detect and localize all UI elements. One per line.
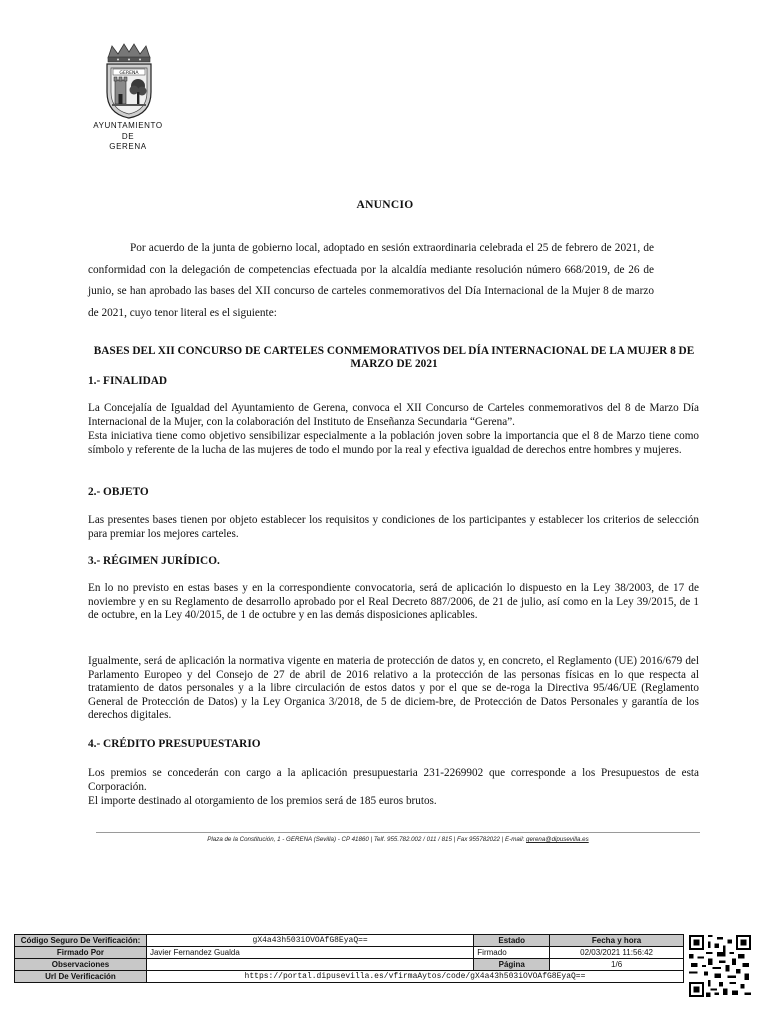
codigo-value: gX4a43h503iOVOAfG8EyaQ== bbox=[146, 935, 473, 947]
table-row bbox=[15, 959, 684, 971]
footer-address bbox=[96, 836, 700, 843]
org-name-line-2: DE bbox=[121, 131, 135, 141]
footer-email-link[interactable]: gerena@dipusevilla.es bbox=[526, 836, 589, 843]
bases-title: BASES DEL XII CONCURSO DE CARTELES CONMEMORATIVOS DEL DÍA INTERNACIONAL DE LA MUJER 8 DE MARZO DE 2021 bbox=[93, 345, 695, 370]
qr-code-icon bbox=[689, 935, 751, 997]
org-name-line-3: GERENA bbox=[109, 142, 147, 151]
finalidad-paragraph-2: Esta iniciativa tiene como objetivo sensibilizar especialmente a la población joven sobre la importancia que el 8 de Marzo tiene como símbolo y referente de la lucha de las mujeres de todo el mundo por la real y efectiva igualdad de derechos entre hombres y mujeres. bbox=[88, 430, 699, 456]
table-row bbox=[15, 947, 684, 959]
intro-text: Por acuerdo de la junta de gobierno local, adoptado en sesión extraordinaria celebrada el 25 de febrero de 2021, de conformidad con la delegación de competencias efectuada por la alcaldía mediante resolución número 668/2019, de 26 de junio, se han aprobado las bases del XII concurso de carteles conmemorativos del Día Internacional de la Mujer 8 de marzo de 2021, cuyo tenor literal es el siguiente: bbox=[88, 242, 654, 319]
observaciones-value bbox=[146, 959, 473, 971]
firmante-value: Javier Fernandez Gualda bbox=[146, 947, 473, 959]
footer-address-text: Plaza de la Constitución, 1 - GERENA (Sevilla) - CP 41860 | Telf. 955.782.002 / 011 / 815 | Fax 955782022 | E-mail: bbox=[207, 836, 527, 843]
objeto-paragraph-1: Las presentes bases tienen por objeto establecer los requisitos y condiciones de los participantes y establecer los criterios de selección para premiar los mejores carteles. bbox=[88, 514, 699, 540]
observaciones-label: Observaciones bbox=[15, 959, 147, 971]
footer-divider bbox=[96, 832, 700, 833]
url-value-link[interactable]: https://portal.dipusevilla.es/vfirmaAytos/code/gX4a43h503iOVOAfG8EyaQ== bbox=[146, 971, 683, 983]
intro-paragraph bbox=[88, 238, 654, 324]
document-title: ANUNCIO bbox=[356, 199, 414, 211]
credito-paragraph-1: Los premios se concederán con cargo a la aplicación presupuestaria 231-2269902 que corresponde a los Presupuestos de esta Corporación. bbox=[88, 767, 699, 793]
pagina-value: 1/6 bbox=[550, 959, 684, 971]
section-heading-credito: 4.- CRÉDITO PRESUPUESTARIO bbox=[88, 738, 261, 750]
verification-table bbox=[14, 934, 684, 983]
pagina-label: Página bbox=[474, 959, 550, 971]
section-heading-objeto: 2.- OBJETO bbox=[88, 486, 149, 498]
codigo-label: Código Seguro De Verificación: bbox=[15, 935, 147, 947]
municipal-logo bbox=[92, 42, 170, 153]
estado-label: Estado bbox=[474, 935, 550, 947]
regimen-paragraph-2: Igualmente, será de aplicación la normativa vigente en materia de protección de datos y, en concreto, el Reglamento (UE) 2016/679 del Parlamento Europeo y del Consejo de 27 de abril de 2016 relativo a la protección de las personas físicas en lo que respecta al tratamiento de datos personales y a la libre circulación de estos datos y por el que se de-roga la Directiva 95/46/UE (Reglamento General de Protección de Datos) y la Ley Organica 3/2018, de 5 de diciem-bre, de Protección de Datos Personales y garantía de los derechos digitales. bbox=[88, 655, 699, 722]
regimen-paragraph-1: En lo no previsto en estas bases y en la correspondiente convocatoria, será de aplicación lo dispuesto en la Ley 38/2003, de 17 de noviembre y en su Reglamento de desarrollo aprobado por el Real Decreto 887/2006, de 21 de julio, así como en la Ley 39/2015, de 1 de octubre, en la Ley 40/2015, de 1 de octubre y en las demás disposiciones aplicables. bbox=[88, 582, 699, 622]
emblem-banner-text: GERENA bbox=[119, 71, 139, 76]
url-label: Url De Verificación bbox=[15, 971, 147, 983]
org-name bbox=[92, 121, 164, 153]
coat-of-arms-icon bbox=[98, 42, 160, 120]
finalidad-paragraph-1: La Concejalía de Igualdad del Ayuntamiento de Gerena, convoca el XII Concurso de Carteles conmemorativos del 8 de Marzo Día Internacional de la Mujer, con la colaboración del Instituto de Enseñanza Secundaria “Gerena”. bbox=[88, 402, 699, 428]
table-row bbox=[15, 971, 684, 983]
firmado-label: Firmado Por bbox=[15, 947, 147, 959]
estado-value: Firmado bbox=[474, 947, 550, 959]
section-heading-finalidad: 1.- FINALIDAD bbox=[88, 375, 168, 387]
fecha-label: Fecha y hora bbox=[550, 935, 684, 947]
credito-paragraph-2: El importe destinado al otorgamiento de los premios será de 185 euros brutos. bbox=[88, 795, 437, 807]
fecha-value: 02/03/2021 11:56:42 bbox=[550, 947, 684, 959]
table-row bbox=[15, 935, 684, 947]
org-name-line-1: AYUNTAMIENTO bbox=[93, 121, 163, 130]
section-heading-regimen: 3.- RÉGIMEN JURÍDICO. bbox=[88, 555, 220, 567]
